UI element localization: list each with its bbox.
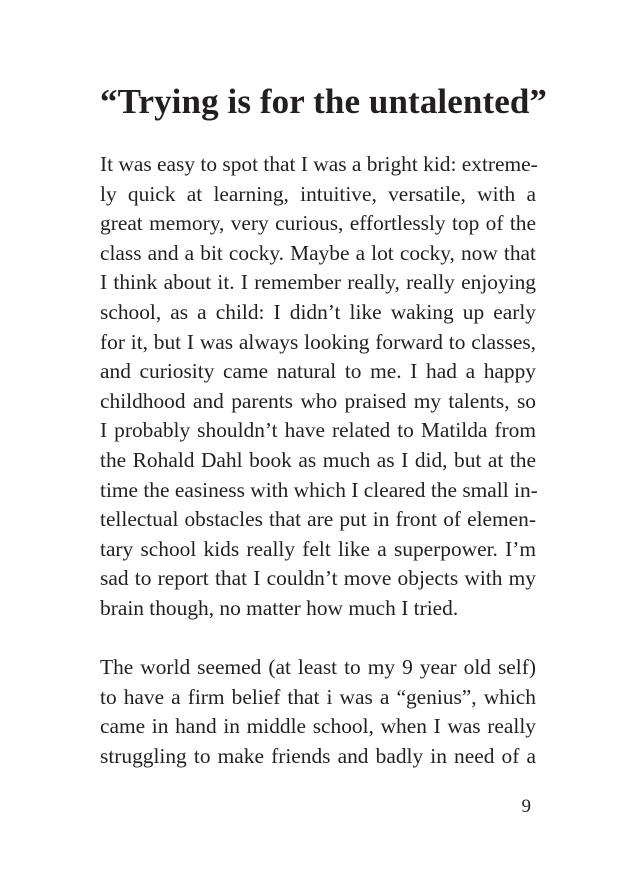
text-line: ly quick at learning, intuitive, versatile, with a (100, 181, 536, 206)
text-line: It was easy to spot that I was a bright kid: extreme- (100, 152, 538, 176)
text-line: I probably shouldn’t have related to Matilda from (100, 418, 536, 443)
text-line: school, as a child: I didn’t like waking up early (100, 299, 536, 324)
text-line: struggling to make friends and badly in need of a (100, 743, 536, 768)
paragraph-gap (100, 624, 536, 654)
text-line: tellectual obstacles that are put in front of elemen- (100, 507, 536, 532)
text-line: brain though, no matter how much I tried. (100, 595, 459, 620)
text-line: the Rohald Dahl book as much as I did, but at the (100, 447, 536, 472)
paragraph-2 (100, 653, 536, 771)
text-line: I think about it. I remember really, really enjoying (100, 270, 536, 295)
page-number: 9 (521, 796, 531, 817)
text-line: The world seemed (at least to my 9 year old self) (100, 655, 536, 680)
text-line: childhood and parents who praised my talents, so (100, 388, 536, 413)
chapter-title: “Trying is for the untalented” (100, 82, 547, 121)
paragraph-1 (100, 150, 536, 624)
body-text (100, 150, 536, 771)
text-line: tary school kids really felt like a superpower. I’m (100, 536, 536, 561)
text-line: sad to report that I couldn’t move objects with my (100, 566, 536, 591)
text-line: came in hand in middle school, when I was really (100, 714, 536, 739)
text-line: great memory, very curious, effortlessly top of the (100, 211, 536, 236)
text-line: to have a firm belief that i was a “genius”, which (100, 684, 536, 709)
text-line: for it, but I was always looking forward to classes, (100, 329, 536, 354)
text-line: class and a bit cocky. Maybe a lot cocky, now that (100, 240, 536, 265)
text-line: and curiosity came natural to me. I had a happy (100, 359, 536, 384)
text-line: time the easiness with which I cleared the small in- (100, 477, 538, 502)
